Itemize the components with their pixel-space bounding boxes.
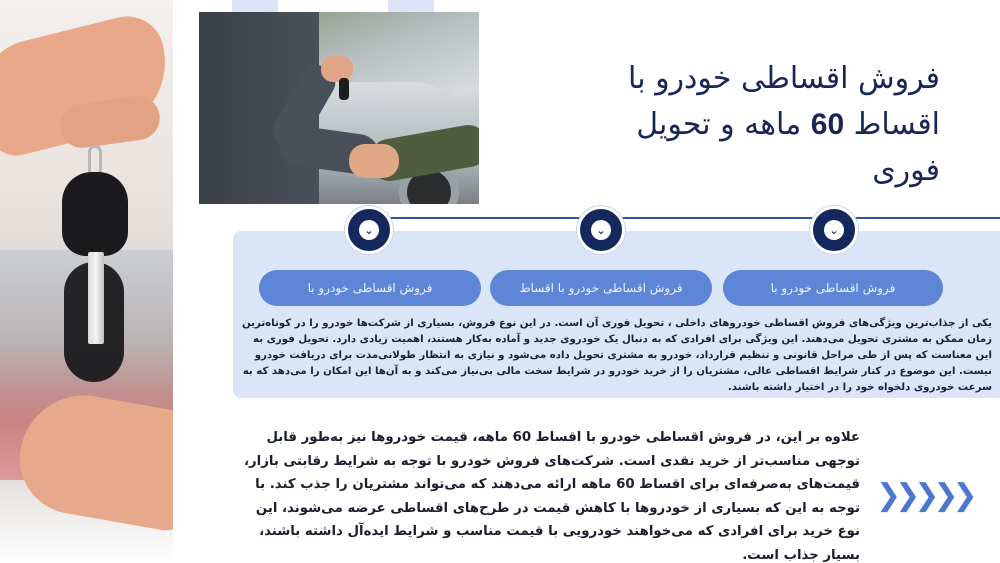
- decorative-tab: [388, 0, 434, 12]
- step-node-1[interactable]: [345, 206, 393, 254]
- page-title: [520, 56, 940, 194]
- step-connector-line: [360, 217, 1000, 219]
- chevron-down-icon: ⌄: [359, 220, 379, 240]
- step-pill-3[interactable]: فروش اقساطی خودرو با: [723, 270, 943, 306]
- title-number: 60: [810, 108, 845, 141]
- panel-paragraph: یکی از جذاب‌ترین ویژگی‌های فروش اقساطی خودروهای داخلی ، تحویل فوری آن است. در این نوع فروش، بسیاری از شرکت‌ها خودرو را در کوتاه‌ترین زمان ممکن به مشتری تحویل می‌دهند. این ویژگی برای افرادی که به دنبال یک خودروی جدید و آماده به‌کار هستند، اهمیت زیادی دارد. تحویل فوری به این معناست که پس از طی مراحل قانونی و تنظیم قرارداد، خودرو به مشتری تحویل داده می‌شود و نیازی به انتظار طولانی‌مدت برای دریافت خودرو نیست. این موضوع در کنار شرایط اقساطی عالی، مشتریان را از خرید خودرو در شرایط سخت مالی بی‌نیاز می‌کند و به آن‌ها این امکان را می‌دهد که به سرعت خودروی دلخواه خود را در اختیار داشته باشند.: [241, 318, 992, 393]
- decorative-tab: [232, 0, 278, 12]
- double-chevron-right-icon: ❯❯❯❯❯: [876, 478, 972, 513]
- car-keys-photo: [0, 0, 173, 563]
- step-pill-1[interactable]: فروش اقساطی خودرو با: [259, 270, 481, 306]
- title-line-2: [520, 102, 940, 148]
- chevron-down-icon: ⌄: [824, 220, 844, 240]
- step-node-3[interactable]: [810, 206, 858, 254]
- title-line-2-prefix: اقساط: [844, 107, 940, 142]
- step-node-2[interactable]: [577, 206, 625, 254]
- title-line-1: فروش اقساطی خودرو با: [628, 61, 940, 96]
- title-line-3: فوری: [872, 153, 940, 188]
- title-line-2-suffix: ماهه و تحویل: [636, 107, 811, 142]
- chevron-down-icon: ⌄: [591, 220, 611, 240]
- step-pill-2[interactable]: فروش اقساطی خودرو با اقساط: [490, 270, 712, 306]
- body-paragraph: علاوه بر این، در فروش اقساطی خودرو با اقساط 60 ماهه، قیمت خودروها نیز به‌طور قابل توجهی مناسب‌تر از خرید نقدی است. شرکت‌های فروش خودرو با توجه به شرایط رقابتی بازار، قیمت‌های به‌صرفه‌ای برای اقساط 60 ماهه ارائه می‌دهند که می‌تواند مشتریان را جذب کند. با توجه به این که بسیاری از خودروها با کاهش قیمت در طرح‌های اقساطی عرضه می‌شوند، این نوع خرید برای افرادی که می‌خواهند خودرویی با قیمت مناسب و شرایط ایده‌آل داشته باشند، بسیار جذاب است.: [243, 430, 860, 563]
- handshake-photo: [199, 12, 479, 204]
